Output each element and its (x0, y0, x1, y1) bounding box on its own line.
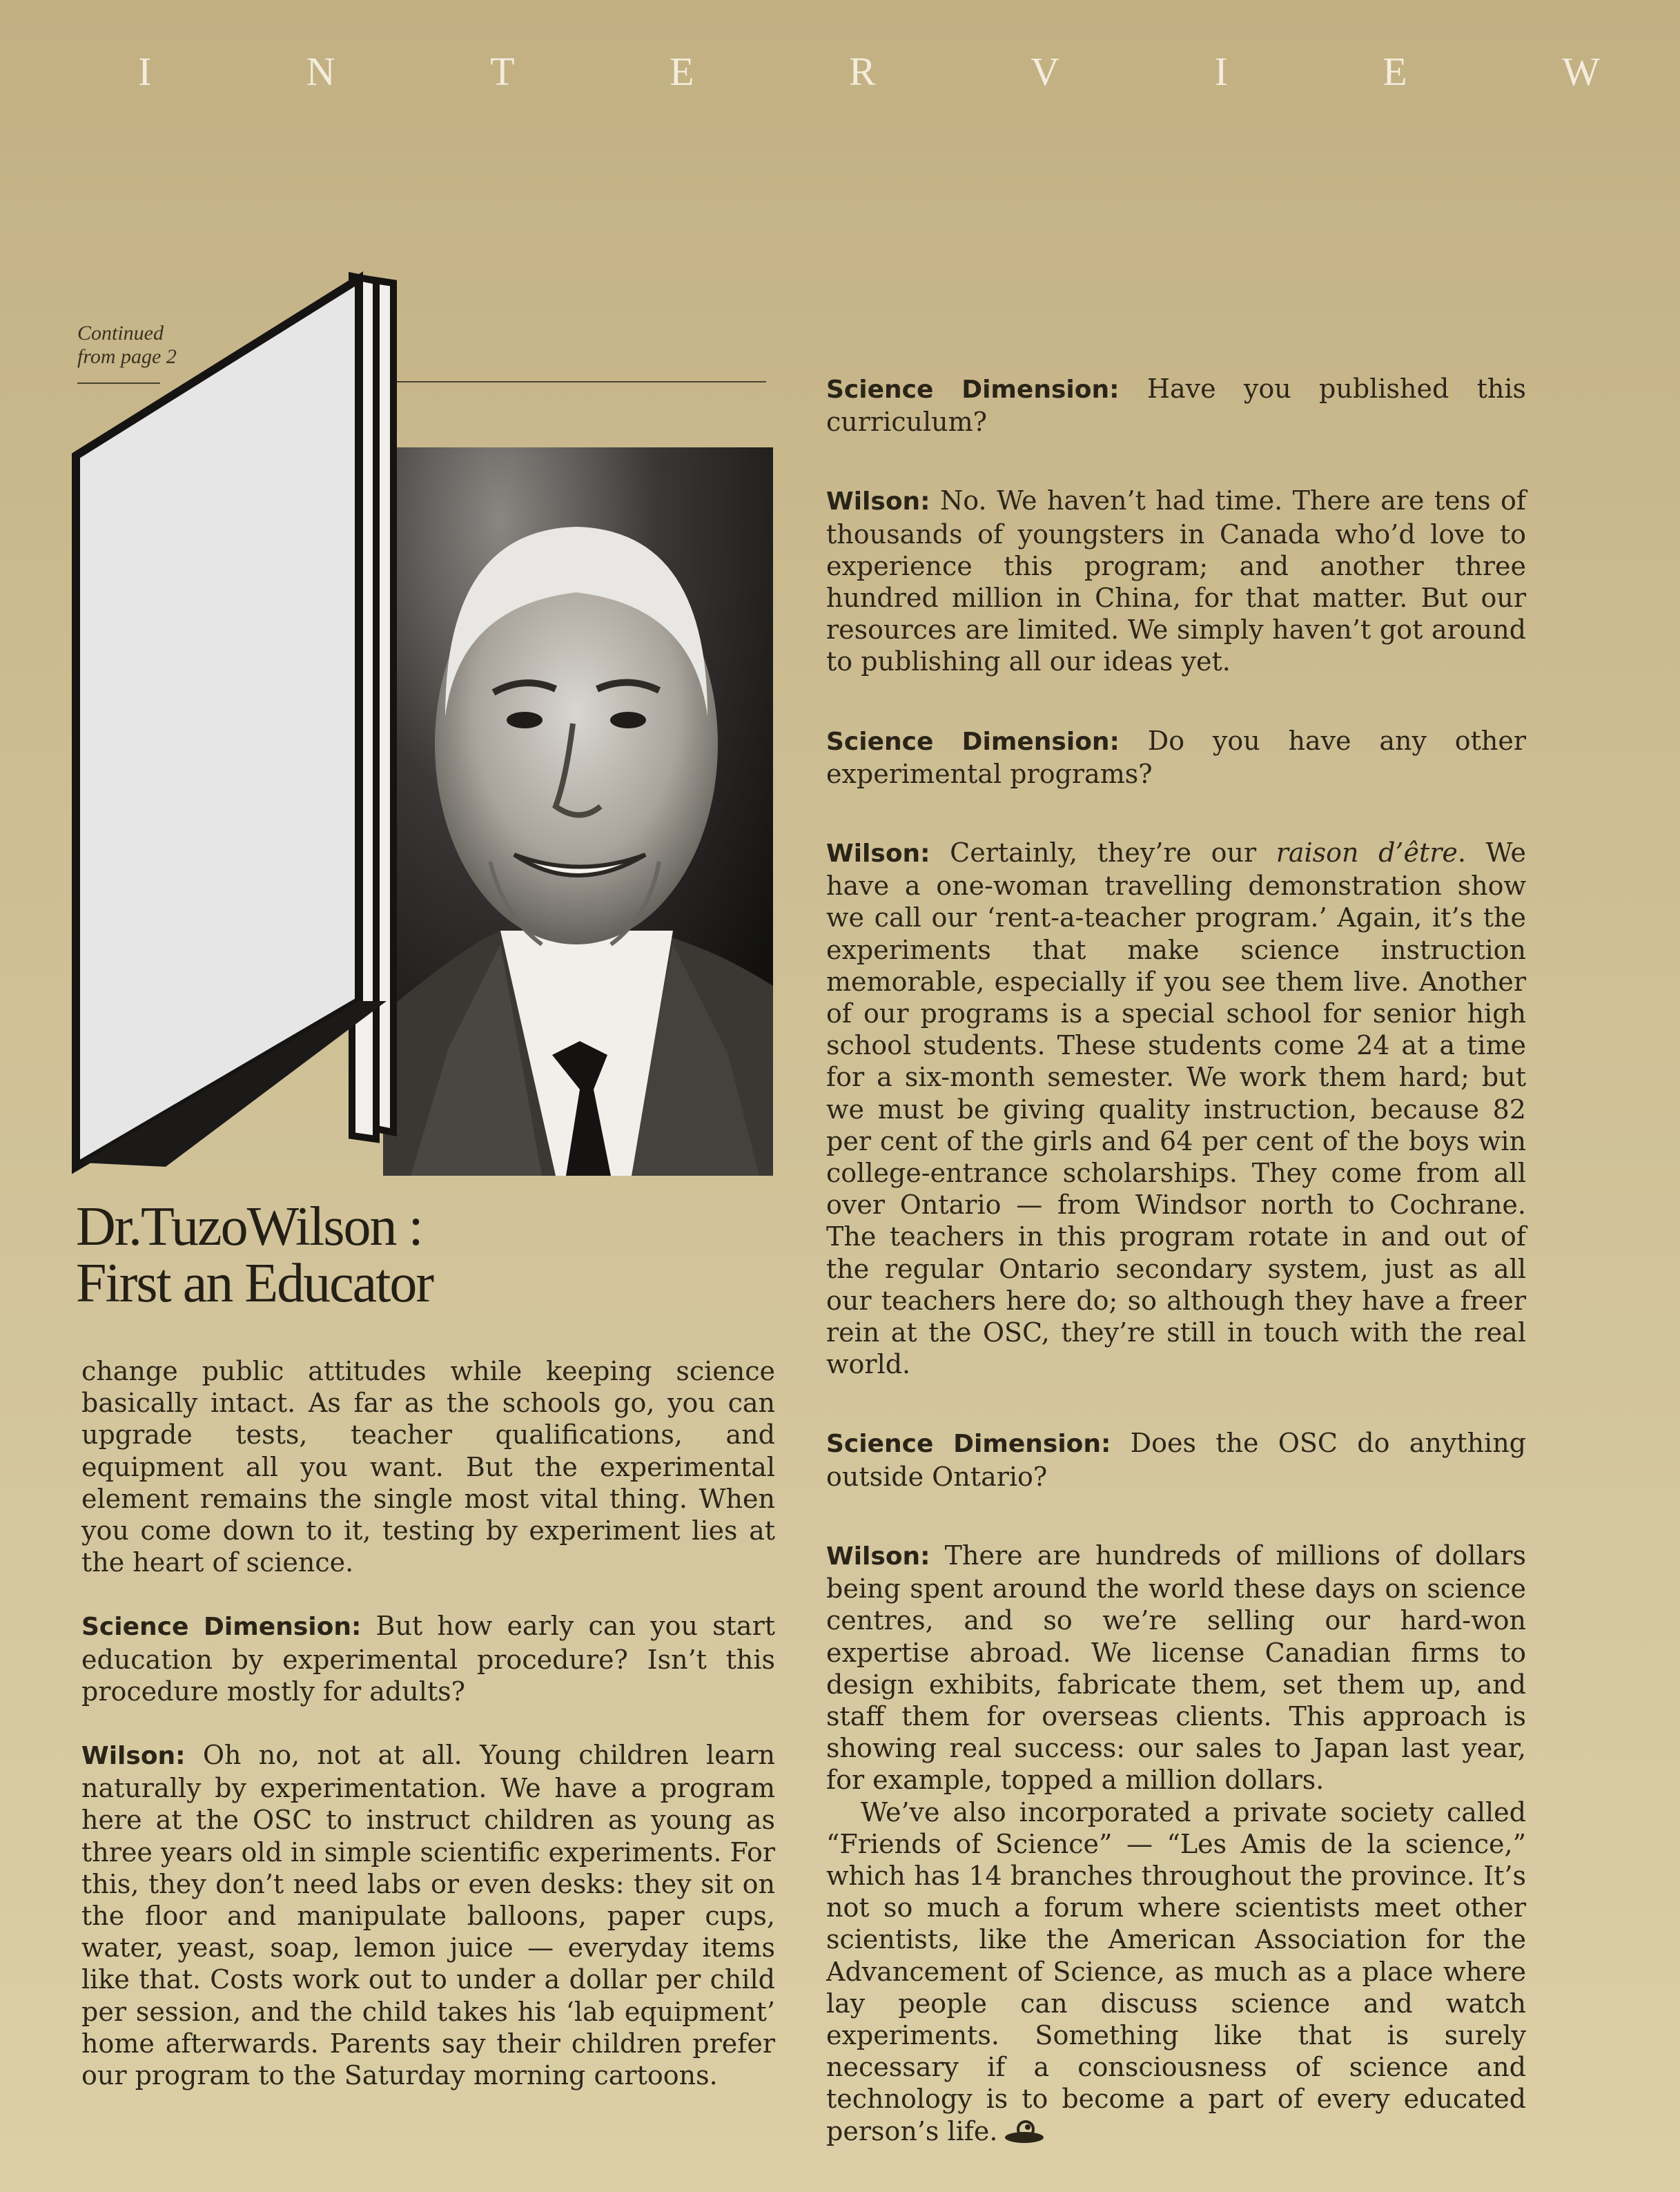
masthead-letter: I (1214, 49, 1229, 94)
question-paragraph (81, 1610, 775, 1707)
answer-paragraph (826, 837, 1526, 1380)
speaker-label: Science Dimension: (826, 727, 1120, 756)
speaker-label: Wilson: (826, 840, 930, 869)
continued-note-line1: Continued (77, 322, 164, 345)
masthead-letter: N (306, 49, 337, 94)
masthead-letter: R (848, 49, 877, 94)
right-text-column (826, 373, 1526, 2147)
speaker-label: Science Dimension: (826, 376, 1120, 404)
masthead-letter: E (1383, 49, 1409, 94)
left-text-column (81, 1355, 775, 2091)
question-paragraph (826, 373, 1526, 438)
answer-continuation (826, 1796, 1526, 2147)
question-text: Does the OSC do anything outside Ontario? (826, 1428, 1526, 1492)
question-text: Do you have any other experimental programs? (826, 725, 1526, 789)
answer-paragraph (826, 485, 1526, 677)
question-paragraph (826, 725, 1526, 790)
speaker-label: Wilson: (826, 1542, 930, 1571)
answer-text: Certainly, they’re our (930, 837, 1276, 869)
speaker-label: Wilson: (826, 487, 930, 516)
speaker-label: Wilson: (81, 1742, 186, 1771)
italic-phrase: raison d’être (1276, 837, 1458, 869)
masthead-letter: W (1562, 49, 1601, 94)
speaker-label: Science Dimension: (81, 1613, 362, 1642)
portrait-image (383, 447, 773, 1176)
open-door-graphic (0, 0, 414, 1187)
answer-text: There are hundreds of millions of dollars being spent around the world these days on science centres, and so we’re selling our hard-won expertise abroad. We license Canadian firms to design exhibits, fabricate them, set them up, and staff them for overseas clients. This approach is showing real success: our sales to Japan last year, for example, topped a million dollars. (826, 1540, 1526, 1796)
question-paragraph (826, 1427, 1526, 1492)
speaker-label: Science Dimension: (826, 1430, 1111, 1459)
masthead-letter: T (490, 49, 516, 94)
masthead-letter: V (1031, 49, 1062, 94)
masthead-letter: I (138, 49, 153, 94)
answer-text: . We have a one-woman travelling demonstration show we call our ‘rent-a-teacher program.’ Again, it’s the experiments that make science instruction memorable, especially if you see them live. Another of our programs is a special school for senior high school students. These students come 24 at a time for a six-month semester. We work them hard; but we must be giving quality instruction, because 82 per cent of the girls and 64 per cent of the boys win college-entrance scholarships. They come from all over Ontario — from Windsor north to Cochrane. The teachers in this program rotate in and out of the regular Ontario secondary system, just as all our teachers here do; so although they have a freer rein at the OSC, they’re still in touch with the real world. (826, 837, 1526, 1380)
answer-paragraph (81, 1739, 775, 2091)
headline-line-2: First an Educator (76, 1253, 433, 1314)
answer-text: No. We haven’t had time. There are tens of thousands of youngsters in Canada who’d love to experience this program; and another three hundred million in China, for that matter. But our resources are limited. We simply haven’t got around to publishing all our ideas yet. (826, 485, 1526, 677)
right-rule (397, 381, 766, 382)
portrait-photo (383, 447, 773, 1176)
answer-text: We’ve also incorporated a private society called “Friends of Science” — “Les Amis de la science,” which has 14 branches throughout the province. It’s not so much a forum where scientists meet other scientists, like the American Association for the Advancement of Science, as much as a place where lay people can discuss science and watch experiments. Something like that is surely necessary if a consciousness of science and technology is to become a part of every educated person’s life. (826, 1796, 1526, 2146)
end-mark-icon (1003, 2120, 1046, 2144)
question-text: But how early can you start education by experimental procedure? Isn’t this procedure mostly for adults? (81, 1611, 776, 1707)
answer-text: Oh no, not at all. Young children learn naturally by experimentation. We have a program here at the OSC to instruct children as young as three years old in simple scientific experiments. For this, they don’t need labs or even desks: they sit on the floor and manipulate balloons, paper cups, water, yeast, soap, lemon juice — everyday items like that. Costs work out to under a dollar per child per session, and the child takes his ‘lab equipment’ home afterwards. Parents say their children prefer our program to the Saturday morning cartoons. (81, 1740, 775, 2091)
headline-line-1: Dr.TuzoWilson : (76, 1196, 422, 1257)
masthead-letter: E (670, 49, 696, 94)
article-headline (76, 1196, 433, 1314)
answer-paragraph (826, 1540, 1526, 1796)
question-text: Have you published this curriculum? (826, 374, 1526, 438)
continued-note-line2: from page 2 (77, 345, 177, 368)
paragraph: change public attitudes while keeping science basically intact. As far as the schools go, you can upgrade tests, teacher qualifications, and equipment all you want. But the experimental element remains the single most vital thing. When you come down to it, testing by experiment lies at the heart of science. (81, 1356, 775, 1578)
